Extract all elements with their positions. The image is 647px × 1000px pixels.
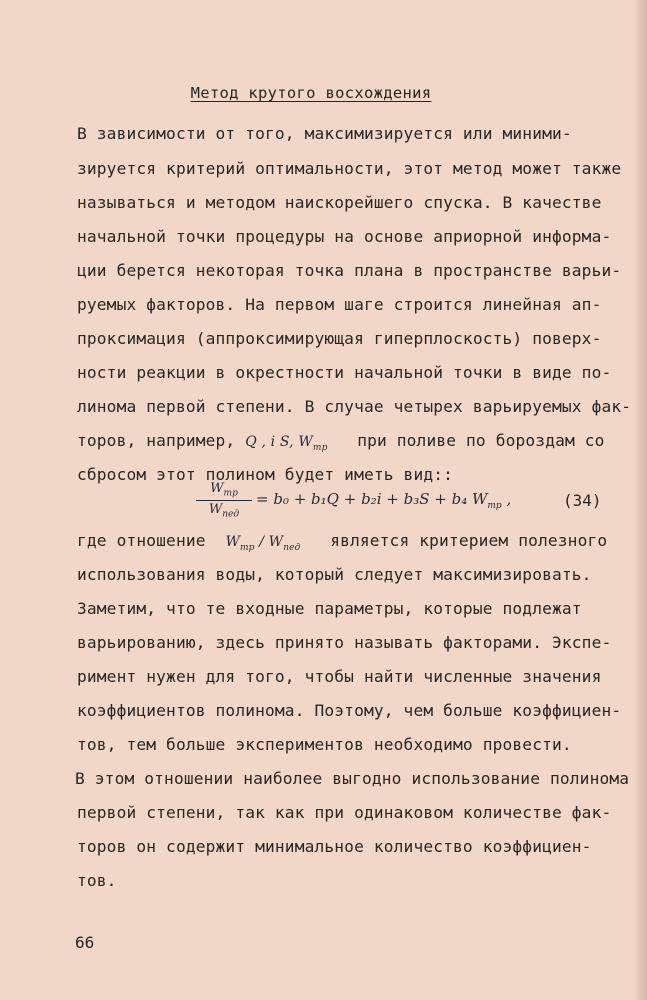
text-line: линома первой степени. В случае четырех варьируемых фак- xyxy=(77,397,632,416)
equation-number: (34) xyxy=(563,491,602,510)
text-line: ции берется некоторая точка плана в пространстве варьи- xyxy=(77,261,622,280)
text-line: первой степени, так как при одинаковом количестве фак- xyxy=(77,803,612,822)
page-number: 66 xyxy=(75,933,95,952)
text-line: сбросом этот полином будет иметь вид:: xyxy=(77,465,454,484)
equation-34 xyxy=(196,481,616,521)
text-line: руемых факторов. На первом шаге строится линейная ап- xyxy=(77,295,602,314)
text-line: тов, тем больше экспериментов необходимо провести. xyxy=(77,735,572,754)
handwritten-ratio: $W_{тр} / W_{пед}$ xyxy=(225,534,301,553)
text-line: варьированию, здесь принято называть факторами. Экспе- xyxy=(77,633,612,652)
formula-rhs: = b₀ + b₁Q + b₂i + b₃S + b₄ $W_{тр}$ , xyxy=(256,490,512,511)
text-line-factors: торов, например, Q , i S, $W_{тр}$ при поливе по бороздам со xyxy=(77,431,605,453)
text-line-ratio: где отношение $W_{тр} / W_{пед}$ является критерием полезного xyxy=(77,531,608,553)
text-line: называться и методом наискорейшего спуска. В качестве xyxy=(77,193,602,212)
text-line: В зависимости от того, максимизируется или миними- xyxy=(77,124,572,143)
text-line: В этом отношении наиболее выгодно использование полинома xyxy=(75,769,630,788)
text-line: использования воды, который следует максимизировать. xyxy=(77,565,592,584)
text-line: зируется критерий оптимальности, этот метод может также xyxy=(77,159,622,178)
text-line: Заметим, что те входные параметры, которые подлежат xyxy=(77,599,582,618)
section-heading: Метод крутого восхождения xyxy=(190,84,432,102)
handwritten-factors: Q , i S, $W_{тр}$ xyxy=(245,434,328,453)
text-line: коэффициентов полинома. Поэтому, чем больше коэффициен- xyxy=(77,701,622,720)
text-line: торов он содержит минимальное количество коэффициен- xyxy=(77,837,592,856)
formula-fraction: $W_{тр}$ $W_{пед}$ xyxy=(196,481,252,519)
text-line: начальной точки процедуры на основе априорной информа- xyxy=(77,227,612,246)
text-line: римент нужен для того, чтобы найти численные значения xyxy=(77,667,602,686)
text-line: тов. xyxy=(77,871,117,890)
page-edge-shadow xyxy=(633,0,647,1000)
text-line: проксимация (аппроксимирующая гиперплоскость) поверх- xyxy=(77,329,602,348)
text-line: ности реакции в окрестности начальной точки в виде по- xyxy=(77,363,612,382)
